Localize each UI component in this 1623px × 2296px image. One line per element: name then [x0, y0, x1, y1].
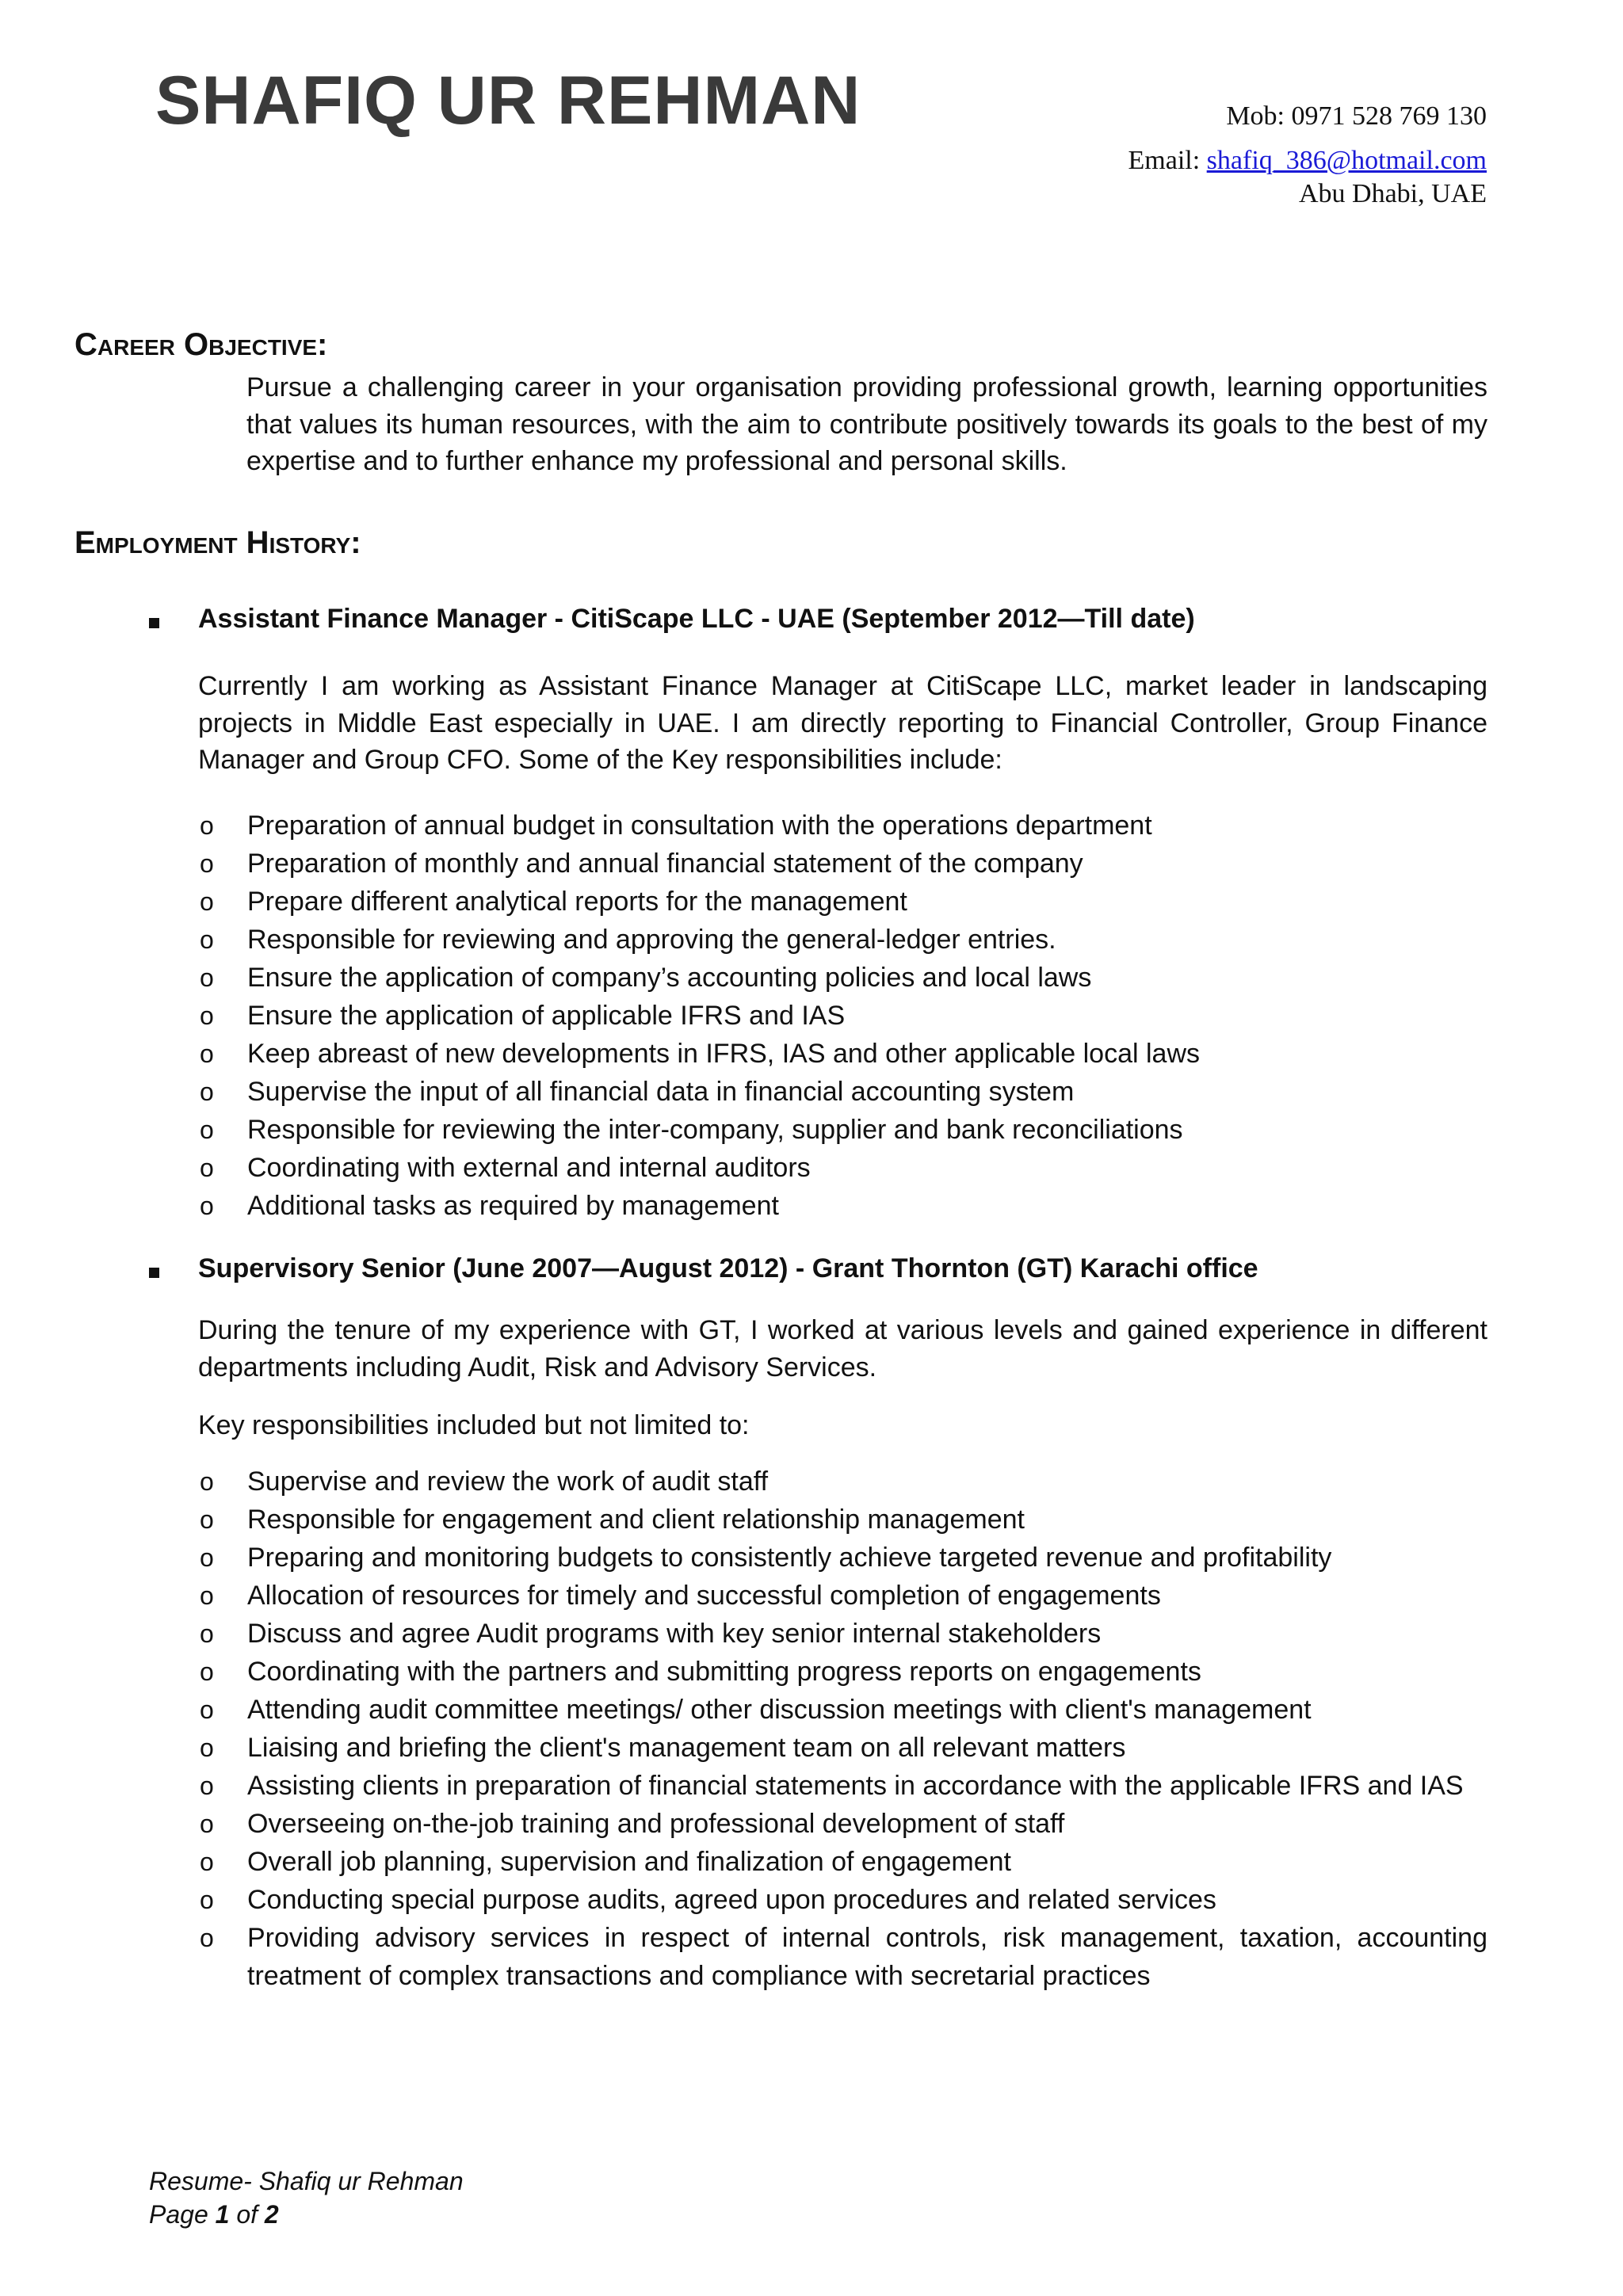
hollow-bullet-icon: o: [200, 1848, 214, 1876]
footer-page-current: 1: [215, 2200, 230, 2229]
responsibility-text: Ensure the application of company’s accounting policies and local laws: [247, 963, 1092, 993]
job-description: Currently I am working as Assistant Finance Manager at CitiScape LLC, market leader in landscaping projects in Middle East especially in UAE. I am directly reporting to Financial Controller, Group Finance Manager and Group CFO. Some of the Key responsibilities include:: [198, 671, 1487, 775]
responsibility-item: [198, 807, 1487, 845]
responsibility-item: [198, 1691, 1487, 1729]
responsibility-text: Supervise the input of all financial data in financial accounting system: [247, 1077, 1075, 1107]
job-title-assistant-finance-manager: Assistant Finance Manager - CitiScape LLC - UAE (September 2012—Till date): [198, 604, 1195, 634]
responsibility-item: [198, 1653, 1487, 1691]
email-label: Email:: [1128, 146, 1207, 175]
hollow-bullet-icon: o: [200, 1581, 214, 1610]
footer-page-number: [149, 2198, 464, 2231]
responsibility-text: Conducting special purpose audits, agreed upon procedures and related services: [247, 1885, 1216, 1915]
hollow-bullet-icon: o: [200, 1695, 214, 1724]
responsibility-text: Attending audit committee meetings/ other discussion meetings with client's management: [247, 1695, 1312, 1725]
responsibility-text: Allocation of resources for timely and successful completion of engagements: [247, 1581, 1161, 1611]
job-bullet-square-icon: [149, 618, 159, 628]
hollow-bullet-icon: o: [200, 1924, 214, 1952]
career-objective-heading: Career Objective:: [74, 327, 328, 362]
footer-page-word: Page: [149, 2200, 216, 2229]
hollow-bullet-icon: o: [200, 1116, 214, 1144]
responsibility-item: [198, 1149, 1487, 1187]
responsibility-item: [198, 1729, 1487, 1767]
responsibility-item: [198, 1073, 1487, 1111]
career-objective-text: Pursue a challenging career in your organisation providing professional growth, learning opportunities that values its human resources, with the aim to contribute positively towards its goals to the best of my expertise and to further enhance my professional and personal skills.: [246, 372, 1487, 476]
mobile-number: Mob: 0971 528 769 130: [1226, 101, 1487, 131]
responsibility-item: [198, 1577, 1487, 1615]
responsibility-text: Supervise and review the work of audit staff: [247, 1466, 769, 1497]
hollow-bullet-icon: o: [200, 1154, 214, 1182]
responsibility-text: Ensure the application of applicable IFRS and IAS: [247, 1001, 846, 1031]
hollow-bullet-icon: o: [200, 1886, 214, 1914]
location: Abu Dhabi, UAE: [1298, 179, 1487, 208]
job-responsibilities-list: [198, 807, 1487, 1225]
responsibility-item: [198, 921, 1487, 959]
responsibility-text: Responsible for reviewing and approving the general-ledger entries.: [247, 925, 1056, 955]
responsibility-text: Coordinating with the partners and submitting progress reports on engagements: [247, 1657, 1201, 1687]
responsibility-item: [198, 845, 1487, 883]
footer-page-total: 2: [264, 2200, 279, 2229]
job-title-supervisory-senior: Supervisory Senior (June 2007—August 2012) - Grant Thornton (GT) Karachi office: [198, 1253, 1258, 1283]
responsibility-item: [198, 1187, 1487, 1225]
hollow-bullet-icon: o: [200, 1810, 214, 1838]
responsibility-text: Assisting clients in preparation of financial statements in accordance with the applicable IFRS and IAS: [247, 1771, 1464, 1801]
email-line: [1128, 146, 1487, 176]
email-link[interactable]: shafiq_386@hotmail.com: [1206, 146, 1487, 175]
footer-resume-label: Resume- Shafiq ur Rehman: [149, 2167, 464, 2195]
responsibility-item: [198, 1539, 1487, 1577]
employment-history-heading: Employment History:: [74, 525, 361, 560]
job-bullet-square-icon: [149, 1268, 159, 1278]
responsibility-item: [198, 959, 1487, 997]
hollow-bullet-icon: o: [200, 1772, 214, 1800]
hollow-bullet-icon: o: [200, 1001, 214, 1030]
hollow-bullet-icon: o: [200, 1733, 214, 1762]
responsibility-text: Providing advisory services in respect of internal controls, risk management, taxation, accounting treatment of complex transactions and compliance with secretarial practices: [247, 1923, 1487, 1991]
responsibility-item: [198, 1881, 1487, 1919]
hollow-bullet-icon: o: [200, 1543, 214, 1572]
responsibility-item: [198, 997, 1487, 1035]
hollow-bullet-icon: o: [200, 1077, 214, 1106]
responsibility-text: Discuss and agree Audit programs with key senior internal stakeholders: [247, 1619, 1102, 1649]
responsibility-item: [198, 1919, 1487, 1995]
hollow-bullet-icon: o: [200, 1619, 214, 1648]
responsibility-item: [198, 1463, 1487, 1501]
responsibility-text: Overseeing on-the-job training and professional development of staff: [247, 1809, 1065, 1839]
hollow-bullet-icon: o: [200, 925, 214, 954]
responsibility-text: Overall job planning, supervision and finalization of engagement: [247, 1847, 1011, 1877]
responsibility-item: [198, 1615, 1487, 1653]
responsibility-text: Prepare different analytical reports for the management: [247, 887, 907, 917]
responsibility-text: Keep abreast of new developments in IFRS, IAS and other applicable local laws: [247, 1039, 1201, 1069]
hollow-bullet-icon: o: [200, 963, 214, 992]
responsibility-text: Liaising and briefing the client's management team on all relevant matters: [247, 1733, 1126, 1763]
responsibility-item: [198, 1111, 1487, 1149]
responsibility-item: [198, 883, 1487, 921]
hollow-bullet-icon: o: [200, 1505, 214, 1534]
hollow-bullet-icon: o: [200, 849, 214, 878]
footer-of-word: of: [229, 2200, 265, 2229]
responsibility-item: [198, 1767, 1487, 1805]
responsibility-text: Additional tasks as required by management: [247, 1191, 779, 1221]
key-responsibilities-intro: Key responsibilities included but not limited to:: [198, 1410, 750, 1440]
candidate-name: SHAFIQ UR REHMAN: [155, 63, 861, 139]
hollow-bullet-icon: o: [200, 1657, 214, 1686]
job-responsibilities-list: [198, 1463, 1487, 1995]
responsibility-item: [198, 1843, 1487, 1881]
hollow-bullet-icon: o: [200, 1039, 214, 1068]
hollow-bullet-icon: o: [200, 887, 214, 916]
responsibility-item: [198, 1501, 1487, 1539]
hollow-bullet-icon: o: [200, 1467, 214, 1496]
responsibility-item: [198, 1805, 1487, 1843]
responsibility-text: Preparation of annual budget in consultation with the operations department: [247, 810, 1152, 841]
responsibility-text: Preparing and monitoring budgets to consistently achieve targeted revenue and profitability: [247, 1543, 1332, 1573]
responsibility-text: Responsible for engagement and client relationship management: [247, 1505, 1025, 1535]
hollow-bullet-icon: o: [200, 811, 214, 840]
responsibility-text: Preparation of monthly and annual financial statement of the company: [247, 849, 1083, 879]
page-footer: [149, 2164, 464, 2231]
responsibility-text: Coordinating with external and internal auditors: [247, 1153, 811, 1183]
responsibility-item: [198, 1035, 1487, 1073]
hollow-bullet-icon: o: [200, 1192, 214, 1220]
responsibility-text: Responsible for reviewing the inter-company, supplier and bank reconciliations: [247, 1115, 1183, 1145]
job-description: During the tenure of my experience with GT, I worked at various levels and gained experience in different departments including Audit, Risk and Advisory Services.: [198, 1315, 1487, 1383]
